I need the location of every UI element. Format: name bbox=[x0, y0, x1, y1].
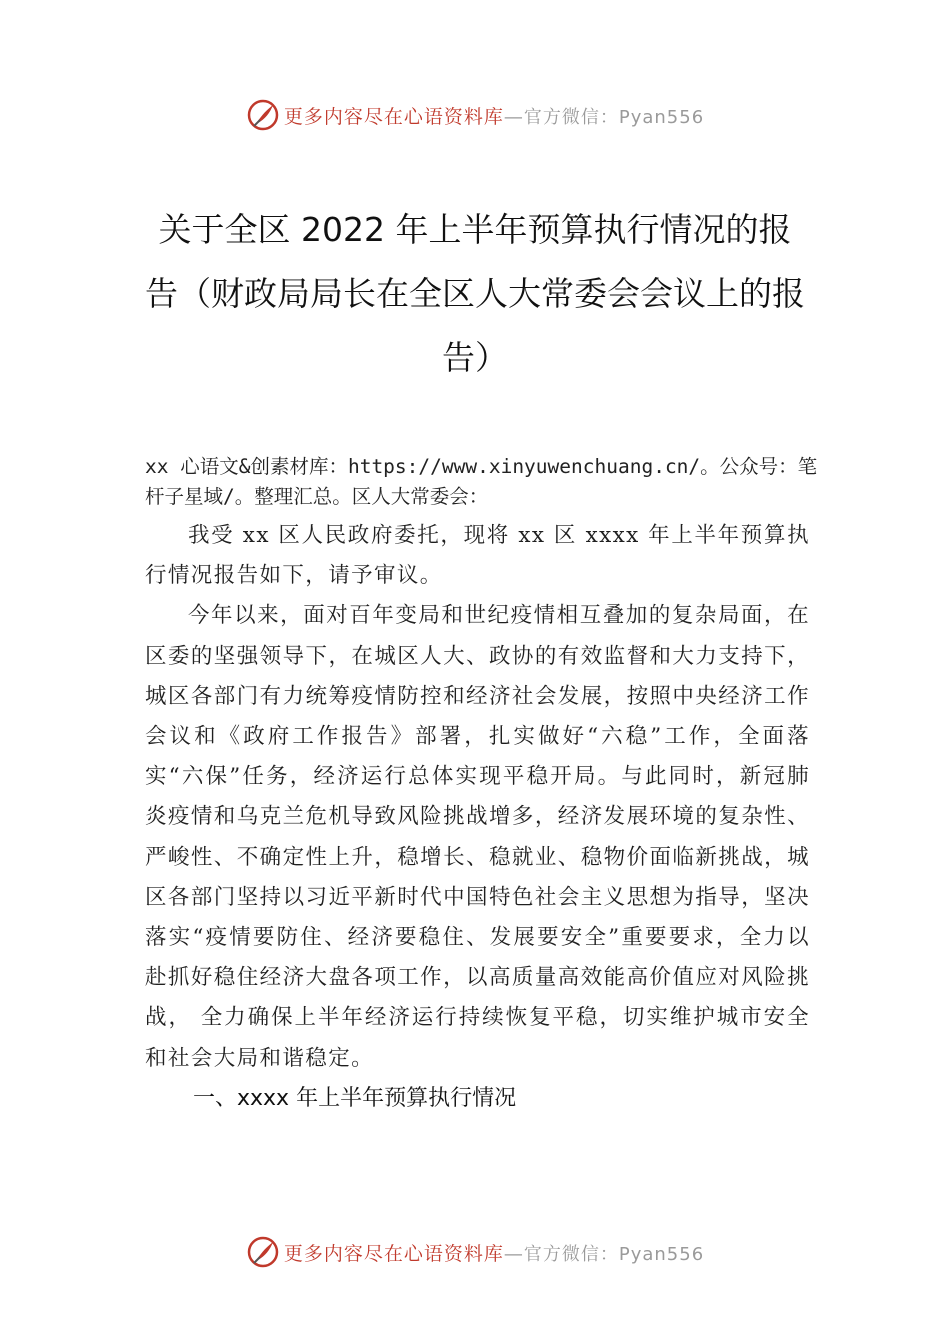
banner-wechat: 官方微信：Pyan556 bbox=[523, 106, 705, 128]
banner-main: 更多内容尽在心语资料库 bbox=[283, 1242, 504, 1265]
banner-text bbox=[284, 1239, 704, 1266]
banner-wechat: 官方微信：Pyan556 bbox=[523, 1243, 705, 1265]
footer-banner bbox=[0, 1230, 950, 1274]
banner-separator: — bbox=[503, 105, 524, 128]
document-title: 关于全区 2022 年上半年预算执行情况的报告（财政局局长在全区人大常委会会议上的报告） bbox=[145, 210, 805, 377]
source-line: xx 心语文&创素材库：https://www.xinyuwenchuang.cn/。公众号：笔杆子星域/。整理汇总。区人大常委会： bbox=[145, 455, 818, 508]
quill-logo-icon bbox=[246, 1235, 280, 1269]
quill-logo-icon bbox=[246, 98, 280, 132]
banner-text bbox=[284, 102, 704, 129]
paragraph: 我受 xx 区人民政府委托，现将 xx 区 xxxx 年上半年预算执行情况报告如下，请予审议。 bbox=[145, 523, 810, 589]
banner-separator: — bbox=[503, 1242, 524, 1265]
paragraph: 今年以来，面对百年变局和世纪疫情相互叠加的复杂局面，在区委的坚强领导下，在城区人大、政协的有效监督和大力支持下，城区各部门有力统筹疫情防控和经济社会发展，按照中央经济工作会议和《政府工作报告》部署，扎实做好“六稳”工作，全面落实“六保”任务，经济运行总体实现平稳开局。与此同时，新冠肺炎疫情和乌克兰危机导致风险挑战增多，经济发展环境的复杂性、严峻性、不确定性上升，稳增长、稳就业、稳物价面临新挑战，城区各部门坚持以习近平新时代中国特色社会主义思想为指导，坚决落实“疫情要防住、经济要稳住、发展要安全”重要要求，全力以赴抓好稳住经济大盘各项工作，以高质量高效能高价值应对风险挑战， 全力确保上半年经济运行持续恢复平稳，切实维护城市安全和社会大局和谐稳定。 bbox=[145, 603, 810, 1071]
document-body bbox=[145, 516, 810, 1119]
header-banner bbox=[0, 93, 950, 137]
banner-main: 更多内容尽在心语资料库 bbox=[283, 105, 504, 128]
section-heading: 一、xxxx 年上半年预算执行情况 bbox=[193, 1085, 517, 1111]
